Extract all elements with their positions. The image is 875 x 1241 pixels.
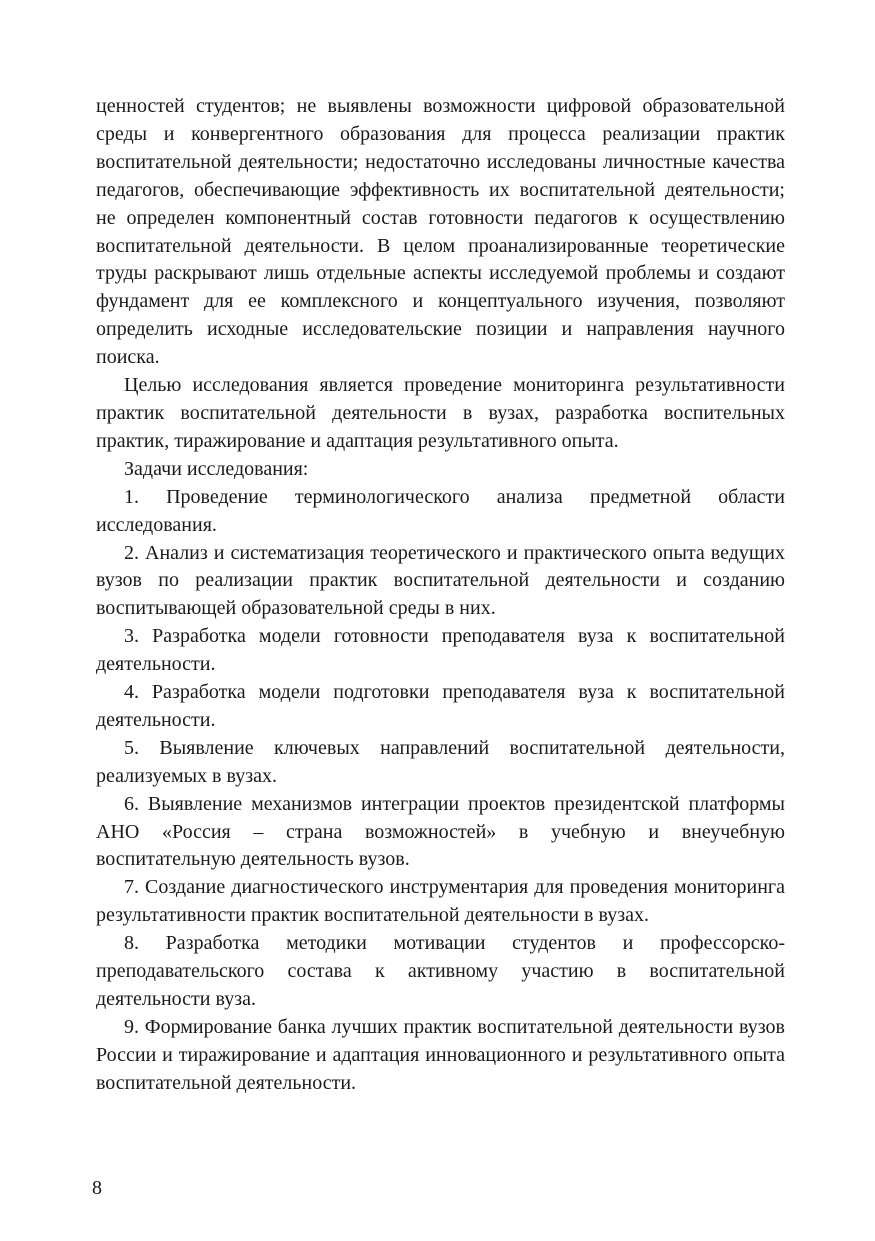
task-item-9: 9. Формирование банка лучших практик воспитательной деятельности вузов России и тиражирование и адаптация инновационного и результативного опыта воспитательной деятельности.: [96, 1015, 785, 1094]
page-body: [96, 93, 785, 1098]
intro-paragraph: ценностей студентов; не выявлены возможности цифровой образовательной среды и конвергентного образования для процесса реализации практик воспитательной деятельности; недостаточно исследованы личностные качества педагогов, обеспечивающие эффективность их воспитательной деятельности; не определен компонентный состав готовности педагогов к осуществлению воспитательной деятельности. В целом проанализированные теоретические труды раскрывают лишь отдельные аспекты исследуемой проблемы и создают фундамент для ее комплексного и концептуального изучения, позволяют определить исходные исследовательские позиции и направления научного поиска.: [96, 95, 785, 369]
task-item-7: 7. Создание диагностического инструментария для проведения мониторинга результативности практик воспитательной деятельности в вузах.: [96, 876, 785, 927]
goal-paragraph: Целью исследования является проведение мониторинга результативности практик воспитательной деятельности в вузах, разработка воспительных практик, тиражирование и адаптация результативного опыта.: [96, 374, 785, 452]
page-number: 8: [92, 1177, 102, 1199]
task-item-3: 3. Разработка модели готовности преподавателя вуза к воспитательной деятельности.: [96, 625, 785, 676]
task-item-5: 5. Выявление ключевых направлений воспитательной деятельности, реализуемых в вузах.: [96, 736, 785, 787]
task-item-8: 8. Разработка методики мотивации студентов и профессорско-преподавательского состава к активному участию в воспитательной деятельности вуза.: [96, 932, 785, 1010]
task-item-2: 2. Анализ и систематизация теоретического и практического опыта ведущих вузов по реализации практик воспитательной деятельности и созданию воспитывающей образовательной среды в них.: [96, 541, 785, 620]
task-item-6: 6. Выявление механизмов интеграции проектов президентской платформы АНО «Россия – страна возможностей» в учебную и внеучебную воспитательную деятельность вузов.: [96, 792, 785, 871]
task-item-1: 1. Проведение терминологического анализа предметной области исследования.: [96, 485, 785, 536]
tasks-heading: Задачи исследования:: [124, 457, 309, 480]
task-item-4: 4. Разработка модели подготовки преподавателя вуза к воспитательной деятельности.: [96, 681, 785, 731]
